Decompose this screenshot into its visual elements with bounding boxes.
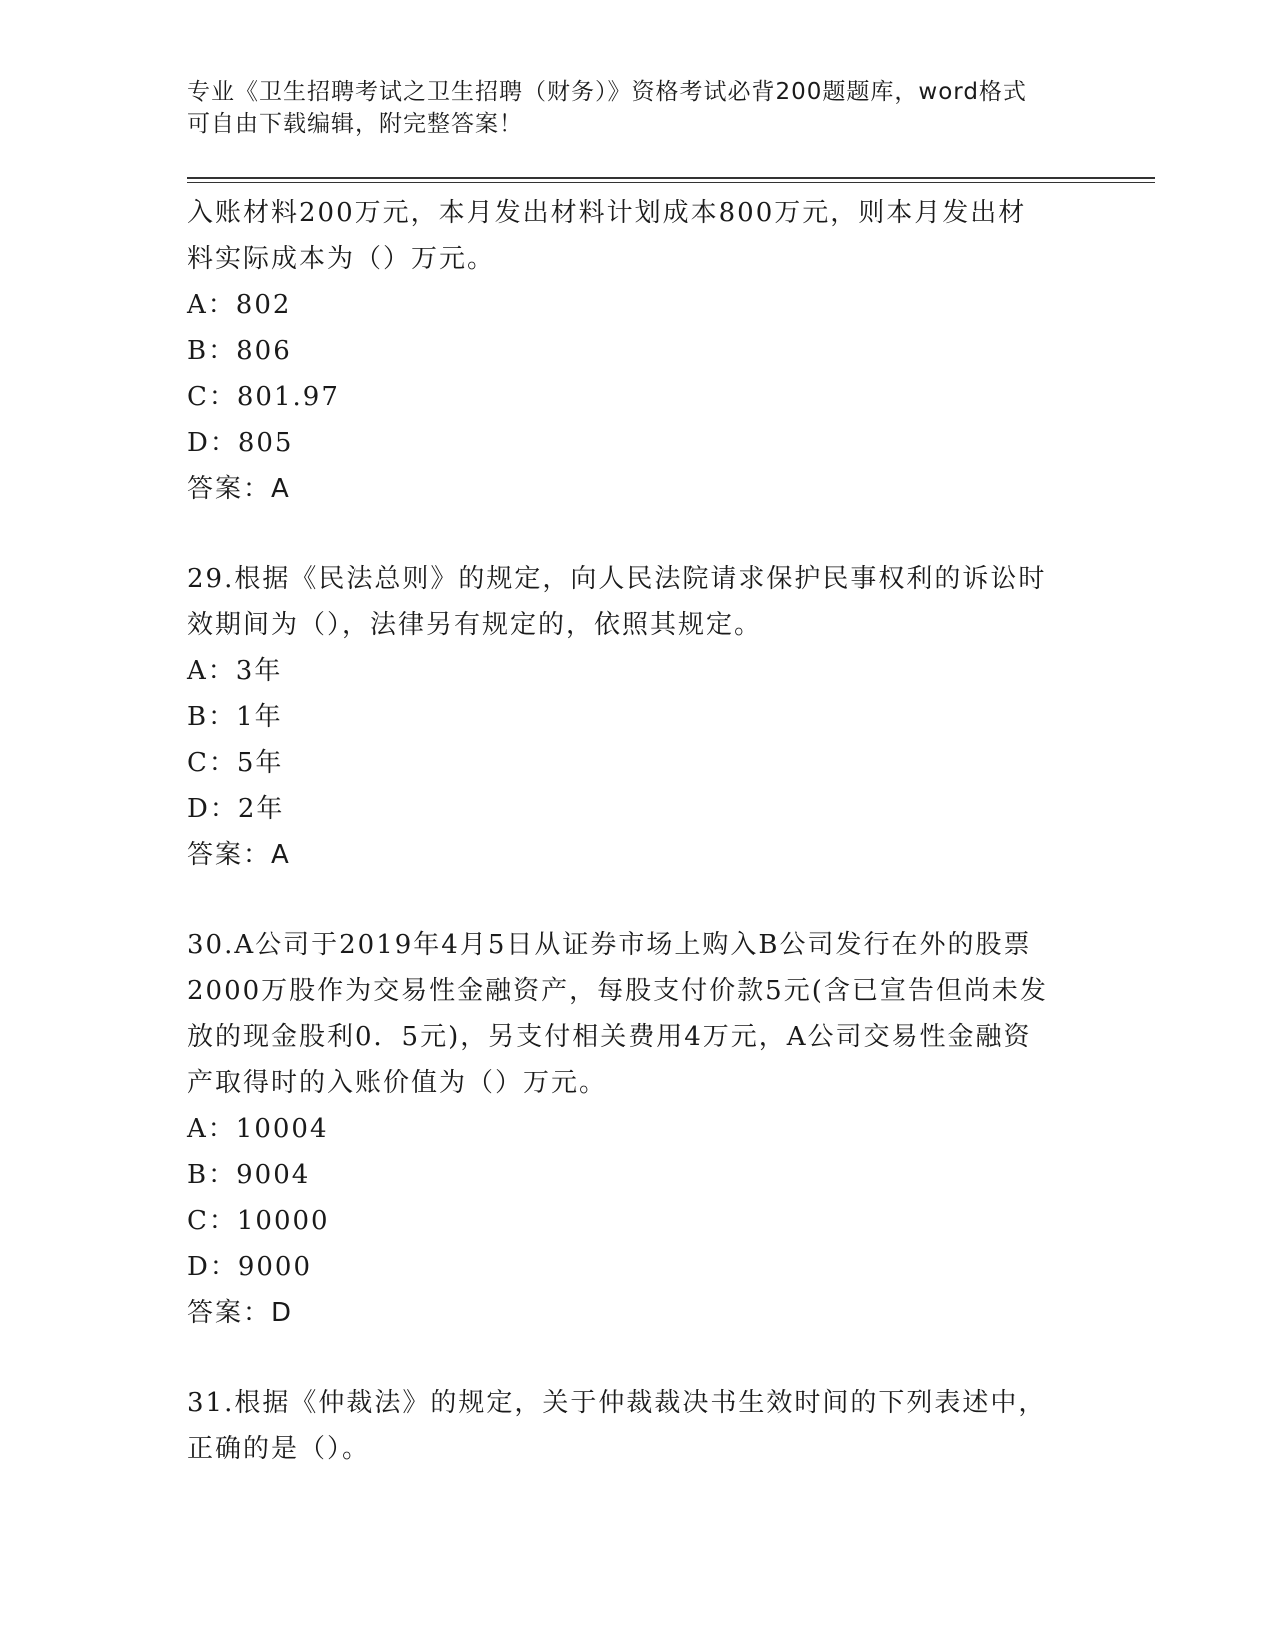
answer-line: 答案：A [187,840,291,870]
header-line-1: 专业《卫生招聘考试之卫生招聘（财务）》资格考试必背200题题库，word格式 [187,79,1027,105]
spacer [187,1336,1087,1380]
option-b: B：806 [187,336,292,366]
question-28 [187,190,1087,512]
question-text-line: 效期间为（），法律另有规定的，依照其规定。 [187,610,763,640]
spacer [187,878,1087,922]
answer-line: 答案：D [187,1298,294,1328]
header-divider-thick [187,177,1155,179]
option-d: D：9000 [187,1252,313,1282]
question-text-line: 入账材料200万元，本月发出材料计划成本800万元，则本月发出材 [187,198,1027,228]
answer-line: 答案：A [187,474,291,504]
question-text-line: 2000万股作为交易性金融资产，每股支付价款5元(含已宣告但尚未发 [187,976,1048,1006]
header-divider-thin [187,182,1155,183]
spacer [187,512,1087,556]
question-text-line: 正确的是（）。 [187,1434,371,1464]
document-header [187,76,1067,140]
option-a: A：10004 [187,1114,329,1144]
question-30 [187,922,1087,1336]
question-text-line: 料实际成本为（）万元。 [187,244,496,274]
option-d: D：805 [187,428,294,458]
question-text-line: 30.A公司于2019年4月5日从证券市场上购入B公司发行在外的股票 [187,930,1032,960]
option-a: A：3年 [187,656,283,686]
question-list [187,190,1087,1472]
question-text-line: 产取得时的入账价值为（）万元。 [187,1068,608,1098]
question-text-line: 放的现金股利0．5元)，另支付相关费用4万元，A公司交易性金融资 [187,1022,1032,1052]
question-text-line: 29.根据《民法总则》的规定，向人民法院请求保护民事权利的诉讼时 [187,564,1047,594]
option-b: B：1年 [187,702,283,732]
option-d: D：2年 [187,794,285,824]
question-29 [187,556,1087,878]
option-c: C：10000 [187,1206,330,1236]
question-31 [187,1380,1087,1472]
question-text-line: 31.根据《仲裁法》的规定，关于仲裁裁决书生效时间的下列表述中， [187,1388,1047,1418]
option-b: B：9004 [187,1160,311,1190]
option-c: C：801.97 [187,382,340,412]
option-a: A：802 [187,290,292,320]
option-c: C：5年 [187,748,284,778]
header-line-2: 可自由下载编辑，附完整答案！ [187,111,523,137]
